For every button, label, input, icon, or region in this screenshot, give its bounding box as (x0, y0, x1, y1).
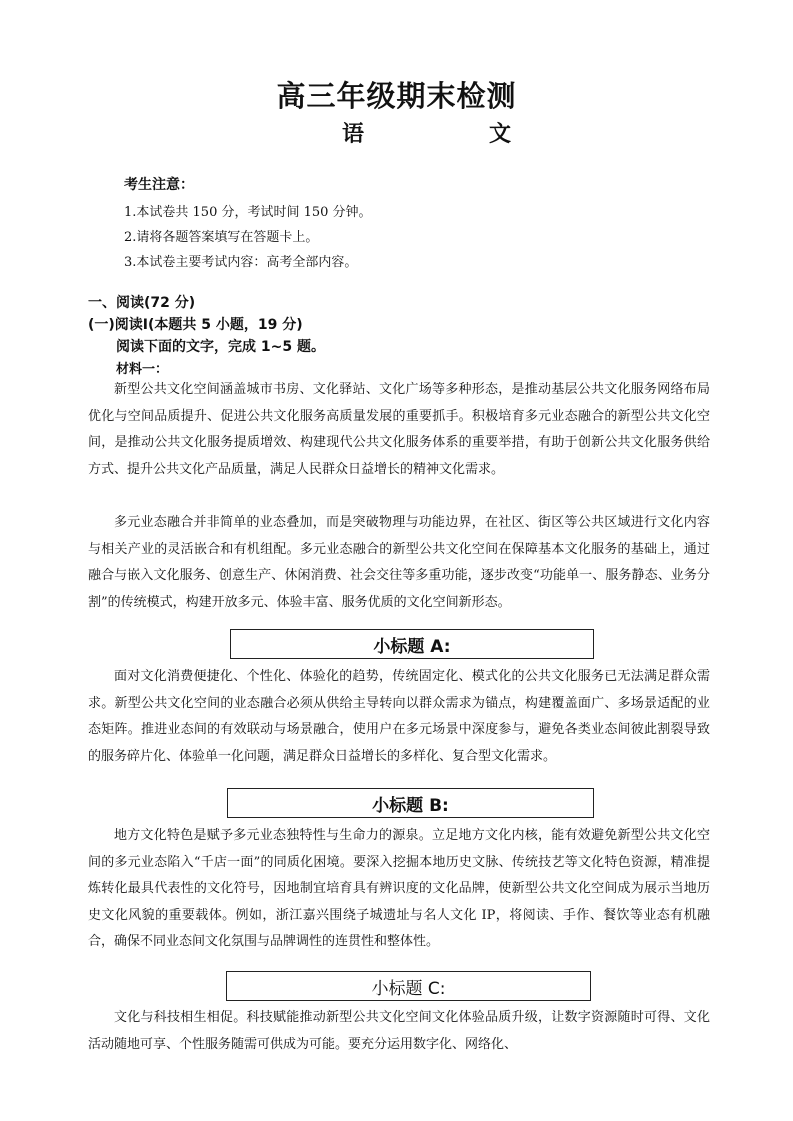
subject-char-1: 语 (342, 122, 365, 147)
reading-instruction: 阅读下面的文字，完成 1~5 题。 (116, 339, 325, 355)
paragraph-2: 多元业态融合并非简单的业态叠加，而是突破物理与功能边界，在社区、街区等公共区域进行文化内容与相关产业的灵活嵌合和有机组配。多元业态融合的新型公共文化空间在保障基本文化服务的基础上，通过融合与嵌入文化服务、创意生产、休闲消费、社会交往等多重功能，逐步改变“功能单一、服务静态、业务分割”的传统模式，构建开放多元、体验丰富、服务优质的文化空间新形态。 (88, 515, 710, 610)
notice-item-1: 1.本试卷共 150 分，考试时间 150 分钟。 (124, 205, 372, 220)
subheading-box-b: 小标题 B: (227, 788, 594, 818)
notice-heading: 考生注意： (124, 177, 194, 193)
subheading-box-c: 小标题 C: (226, 971, 591, 1001)
notice-item-3: 3.本试卷主要考试内容：高考全部内容。 (124, 255, 358, 270)
paragraph-3: 面对文化消费便捷化、个性化、体验化的趋势，传统固定化、模式化的公共文化服务已无法满足群众需求。新型公共文化空间的业态融合必须从供给主导转向以群众需求为锚点，构建覆盖面广、多场景适配的业态矩阵。推进业态间的有效联动与场景融合，使用户在多元场景中深度参与，避免各类业态间彼此割裂导致的服务碎片化、体验单一化问题，满足群众日益增长的多样化、复合型文化需求。 (88, 669, 710, 764)
subheading-box-a: 小标题 A: (230, 629, 594, 659)
subsection-heading: (一)阅读Ⅰ(本题共 5 小题，19 分) (88, 317, 303, 333)
paragraph-1: 新型公共文化空间涵盖城市书房、文化驿站、文化广场等多种形态，是推动基层公共文化服务网络布局优化与空间品质提升、促进公共文化服务高质量发展的重要抓手。积极培育多元业态融合的新型公共文化空间，是推动公共文化服务提质增效、构建现代公共文化服务体系的重要举措，有助于创新公共文化服务供给方式、提升公共文化产品质量，满足人民群众日益增长的精神文化需求。 (88, 382, 710, 477)
subject-char-2: 文 (489, 122, 512, 147)
paragraph-5: 文化与科技相生相促。科技赋能推动新型公共文化空间文化体验品质升级，让数字资源随时可得、文化活动随地可享、个性服务随需可供成为可能。要充分运用数字化、网络化、 (88, 1010, 710, 1052)
material-label: 材料一： (116, 362, 169, 377)
notice-item-2: 2.请将各题答案填写在答题卡上。 (124, 230, 319, 245)
page-title: 高三年级期末检测 (276, 79, 517, 113)
section-heading: 一、阅读(72 分) (88, 295, 196, 311)
paragraph-4: 地方文化特色是赋予多元业态独特性与生命力的源泉。立足地方文化内核，能有效避免新型公共文化空间的多元业态陷入“千店一面”的同质化困境。要深入挖掘本地历史文脉、传统技艺等文化特色资源，精准提炼转化最具代表性的文化符号，因地制宜培育具有辨识度的文化品牌，使新型公共文化空间成为展示当地历史文化风貌的重要载体。例如，浙江嘉兴围绕子城遗址与名人文化 IP，将阅读、手作、餐饮等业态有机融合，确保不同业态间文化氛围与品牌调性的连贯性和整体性。 (88, 828, 710, 949)
